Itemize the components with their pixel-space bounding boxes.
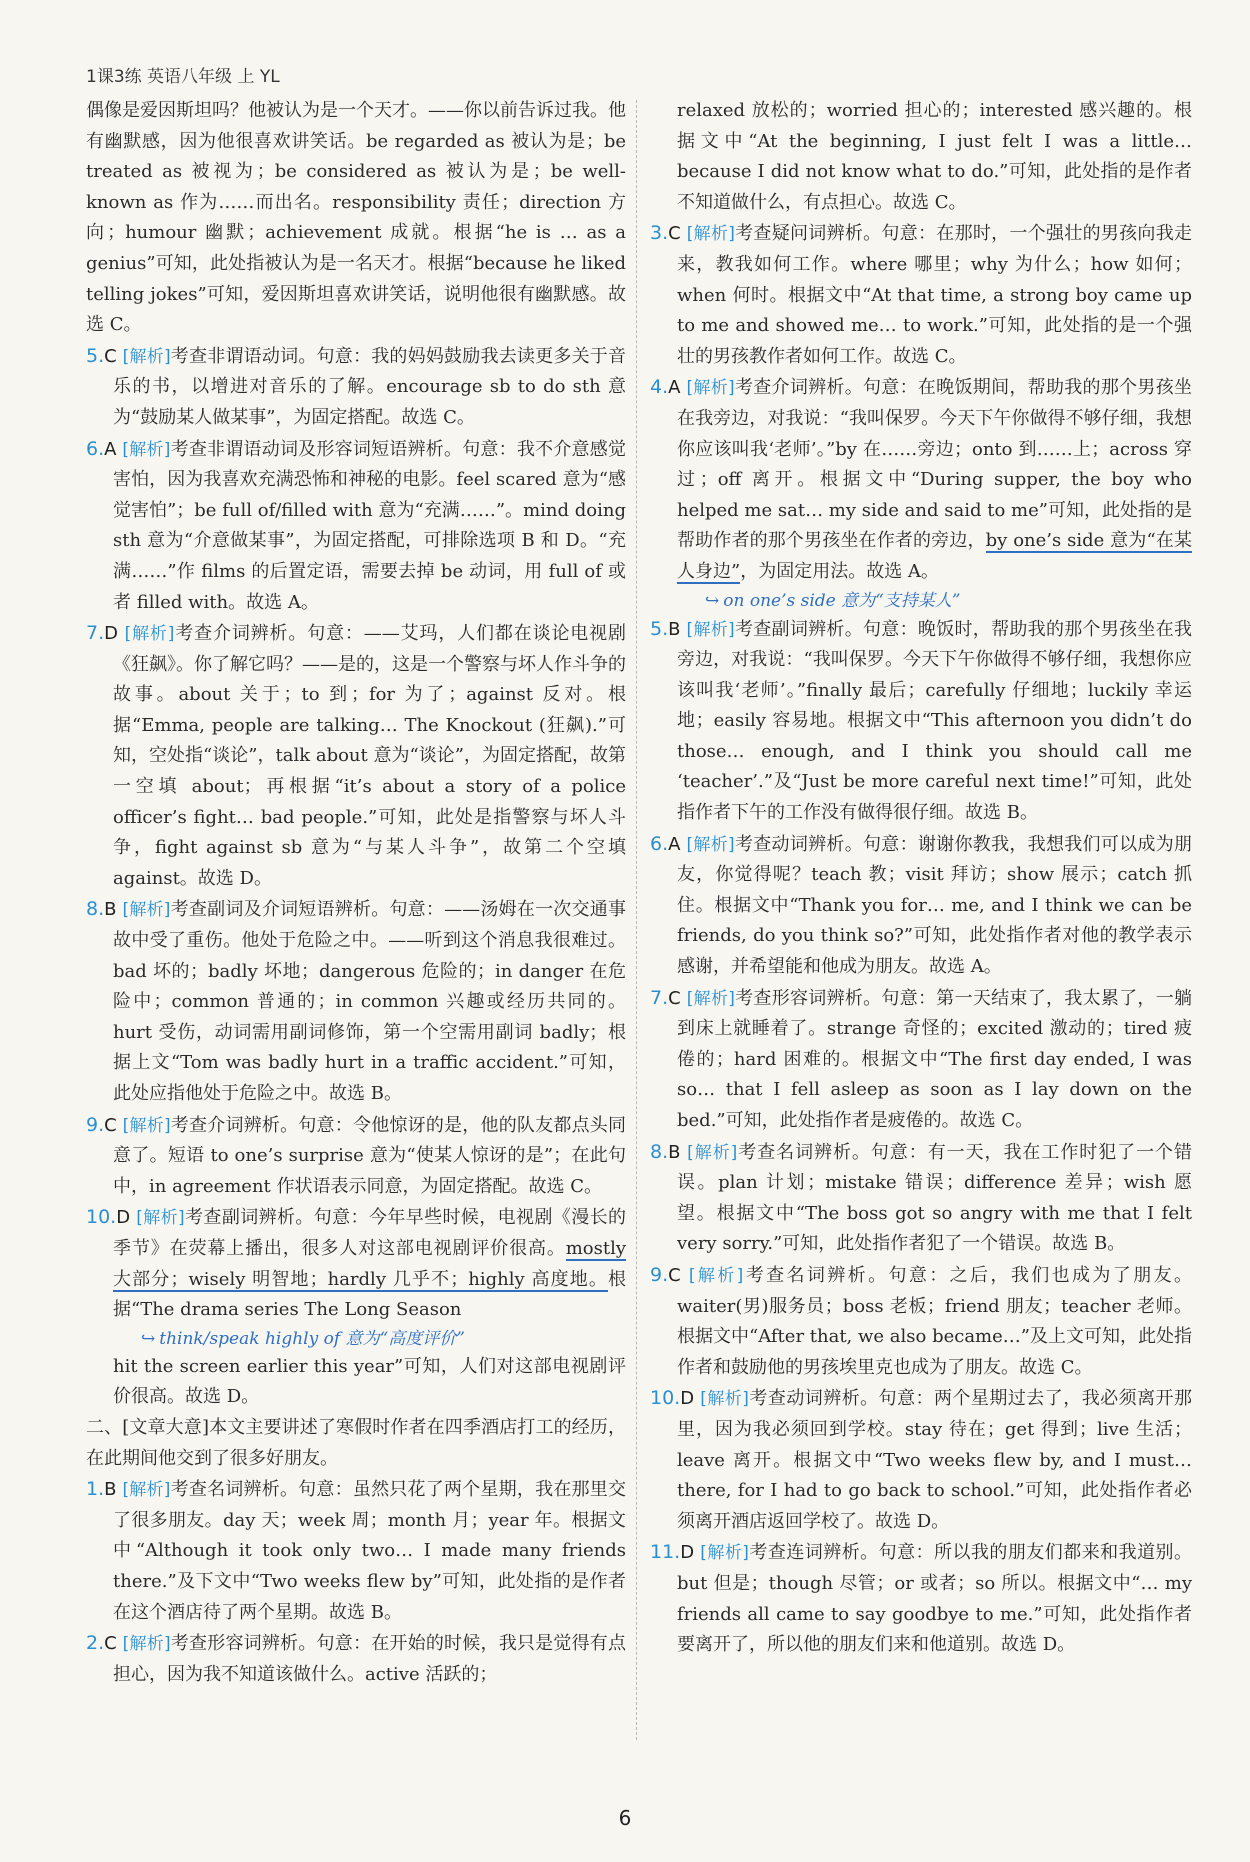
analysis-tag: [解析] bbox=[122, 346, 171, 367]
answer-text: 考查名词辨析。句意：之后，我们也成为了朋友。waiter(男)服务员；boss 老板；friend 朋友；teacher 老师。根据文中“After that, we also became…”及上文可知，此处指作者和鼓励他的男孩埃里克也成为了朋友。故选 C。 bbox=[677, 1264, 1192, 1378]
analysis-tag: [解析] bbox=[686, 224, 735, 245]
answer-item bbox=[86, 1628, 626, 1690]
answer-text: 考查非谓语动词及形容词短语辨析。句意：我不介意感觉害怕，因为我喜欢充满恐怖和神秘的电影。feel scared 意为“感觉害怕”；be full of/filled with 意为“充满……”。mind doing sth 意为“介意做某事”，为固定搭配，可排除选项 B 和 D。“充满……”作 films 的后置定语，需要去掉 be 动词，用 full of 或者 filled with。故选 A。 bbox=[113, 438, 627, 613]
handwritten-note bbox=[705, 588, 1192, 614]
question-number: 6. bbox=[86, 437, 105, 460]
section-summary bbox=[86, 1413, 626, 1474]
answer-text: relaxed 放松的；worried 担心的；interested 感兴趣的。根据文中“At the beginning, I just felt I was a little… because I did not know what to do.”可知，此处指的是作者不知道做什么，有点担心。故选 C。 bbox=[677, 100, 1192, 213]
page-number: 6 bbox=[618, 1806, 632, 1830]
answer-text: 考查名词辨析。句意：虽然只花了两个星期，我在那里交了很多朋友。day 天；week 周；month 月；year 年。根据文中“Although it took only two… I made many friends there.”及下文中“Two weeks flew by”可知，此处指的是作者在这个酒店待了两个星期。故选 B。 bbox=[113, 1479, 626, 1623]
answer-item bbox=[650, 983, 1192, 1137]
answer-letter: A bbox=[668, 377, 681, 399]
answer-text: 考查形容词辨析。句意：在开始的时候，我只是觉得有点担心，因为我不知道该做什么。active 活跃的； bbox=[113, 1633, 627, 1685]
answer-text: 考查动词辨析。句意：谢谢你教我，我想我们可以成为朋友，你觉得呢？teach 教；visit 拜访；show 展示；catch 抓住。根据文中“Thank you for… me, and I think we can be friends, do you think so?”可知，此处指作者对他的教学表示感谢，并希望能和他成为朋友。故选 A。 bbox=[677, 833, 1193, 978]
answer-letter: C bbox=[668, 987, 681, 1009]
answer-item bbox=[86, 1110, 626, 1203]
answer-item bbox=[650, 372, 1192, 587]
question-number: 10. bbox=[650, 1387, 681, 1410]
question-number: 7. bbox=[650, 986, 669, 1009]
answer-text: 考查形容词辨析。句意：第一天结束了，我太累了，一躺到床上就睡着了。strange 奇怪的；excited 激动的；tired 疲倦的；hard 困难的。根据文中“The first day ended, I was so… that I fell asleep as soon as I lay down on the bed.”可知，此处指作者是疲倦的。故选 C。 bbox=[677, 987, 1192, 1131]
analysis-tag: [解析] bbox=[687, 1142, 738, 1163]
answer-text: hit the screen earlier this year”可知，人们对这部电视剧评价很高。故选 D。 bbox=[113, 1355, 626, 1408]
answer-item bbox=[650, 1537, 1192, 1660]
answer-item bbox=[650, 1260, 1192, 1383]
answer-text: 考查连词辨析。句意：所以我的朋友们都来和我道别。but 但是；though 尽管；or 或者；so 所以。根据文中“… my friends all came to say goodbye to me.”可知，此处指作者要离开了，所以他的朋友们来和他道别。故选 D。 bbox=[677, 1542, 1192, 1656]
arrow-icon: ↪ bbox=[141, 1328, 156, 1349]
answer-letter: D bbox=[104, 623, 119, 645]
question-number: 5. bbox=[650, 617, 669, 640]
question-number: 4. bbox=[650, 376, 669, 399]
answer-item bbox=[86, 434, 626, 619]
analysis-tag: [解析] bbox=[700, 1389, 749, 1410]
answer-item bbox=[650, 218, 1192, 372]
handwritten-note-text: on one’s side 意为“支持某人” bbox=[723, 590, 961, 611]
answer-letter: B bbox=[104, 1479, 117, 1501]
question-number: 8. bbox=[650, 1140, 669, 1163]
answer-text: 根据“The drama series The Long Season bbox=[113, 1268, 626, 1321]
analysis-tag: [解析] bbox=[700, 1543, 749, 1564]
analysis-tag: [解析] bbox=[122, 439, 171, 460]
analysis-tag: [解析] bbox=[686, 834, 735, 855]
page-header: 1课3练 英语八年级 上 YL bbox=[86, 67, 280, 87]
answer-letter: B bbox=[104, 899, 117, 921]
handwritten-underline: by one’s side 意为“在某人身边” bbox=[677, 530, 1192, 582]
answer-text: 考查副词及介词短语辨析。句意：——汤姆在一次交通事故中受了重伤。他处于危险之中。——听到这个消息我很难过。bad 坏的；badly 坏地；dangerous 危险的；in danger 在危险中；common 普通的；in common 兴趣或经历共同的。hurt 受伤，动词需用副词修饰，第一个空需用副词 badly；根据上文“Tom was badly hurt in a traffic accident.”可知，此处应指他处于危险之中。故选 B。 bbox=[113, 899, 627, 1104]
answer-letter: C bbox=[104, 1633, 117, 1655]
answer-letter: D bbox=[680, 1388, 695, 1410]
analysis-tag: [解析] bbox=[688, 1265, 744, 1286]
answer-letter: C bbox=[104, 1114, 117, 1136]
question-number: 3. bbox=[650, 222, 669, 245]
analysis-tag: [解析] bbox=[122, 1480, 171, 1501]
answer-item-continued bbox=[650, 96, 1192, 218]
answer-text: 考查动词辨析。句意：两个星期过去了，我必须离开那里，因为我必须回到学校。stay 待在；get 得到；live 生活；leave 离开。根据文中“Two weeks flew by, and I must… there, for I had to go back to school.”可知，此处指作者必须离开酒店返回学校了。故选 D。 bbox=[677, 1388, 1192, 1532]
answer-letter: A bbox=[668, 833, 681, 855]
answer-item bbox=[86, 618, 626, 894]
answer-text: 考查介词辨析。句意：——艾玛，人们都在谈论电视剧《狂飙》。你了解它吗？——是的，这是一个警察与坏人作斗争的故事。about 关于；to 到；for 为了；against 反对。根据“Emma, people are talking… The Knockout (狂飙).”可知，空处指“谈论”，talk about 意为“谈论”，为固定搭配，故第一空填 about；再根据“it’s about a story of a police officer’s fight… bad people.”可知，此处是指警察与坏人斗争，fight against sb 意为“与某人斗争”，故第二个空填 against。故选 D。 bbox=[113, 623, 626, 889]
analysis-tag: [解析] bbox=[122, 1115, 171, 1136]
answer-item bbox=[86, 96, 626, 341]
answer-text: 考查介词辨析。句意：在晚饭期间，帮助我的那个男孩坐在我旁边，对我说：“我叫保罗。今天下午你做得不够仔细，我想你应该叫我‘老师’。”by 在……旁边；onto 到……上；across 穿过；off 离开。根据文中“During supper, the boy who helped me sat… my side and said to me”可知，此处指的是帮助作者的那个男孩坐在作者的旁边， bbox=[677, 377, 1193, 552]
arrow-icon: ↪ bbox=[705, 590, 720, 611]
question-number: 5. bbox=[86, 344, 105, 367]
question-number: 6. bbox=[650, 832, 669, 855]
answer-text: ，为固定用法。故选 A。 bbox=[740, 560, 939, 582]
answer-text: 考查非谓语动词。句意：我的妈妈鼓励我去读更多关于音乐的书，以增进对音乐的了解。encourage sb to do sth 意为“鼓励某人做某事”，为固定搭配。故选 C。 bbox=[113, 345, 627, 428]
answer-text: 考查疑问词辨析。句意：在那时，一个强壮的男孩向我走来，教我如何工作。where 哪里；why 为什么；how 如何；when 何时。根据文中“At that time, a strong boy came up to me and showed me… to work.”可知，此处指的是一个强壮的男孩教作者如何工作。故选 C。 bbox=[677, 223, 1192, 367]
answer-text: 偶像是爱因斯坦吗？他被认为是一个天才。——你以前告诉过我。他有幽默感，因为他很喜欢讲笑话。be regarded as 被认为是；be treated as 被视为；be considered as 被认为是；be well-known as 作为……而出名。responsibility 责任；direction 方向；humour 幽默；achievement 成就。根据“he is … as a genius”可知，此处指被认为是一名天才。根据“because he liked telling jokes”可知，爱因斯坦喜欢讲笑话，说明他很有幽默感。故选 C。 bbox=[86, 100, 626, 336]
answer-text: 考查名词辨析。句意：有一天，我在工作时犯了一个错误。plan 计划；mistake 错误；difference 差异；wish 愿望。根据文中“The boss got so angry with me that I felt very sorry.”可知，此处指作者犯了一个错误。故选 B。 bbox=[677, 1141, 1192, 1255]
question-number: 10. bbox=[86, 1206, 117, 1229]
question-number: 1. bbox=[86, 1478, 105, 1501]
answer-letter: C bbox=[104, 345, 117, 367]
analysis-tag: [解析] bbox=[686, 988, 735, 1009]
handwritten-note-text: think/speak highly of 意为“高度评价” bbox=[159, 1328, 465, 1349]
analysis-tag: [解析] bbox=[686, 378, 735, 399]
column-divider bbox=[636, 100, 637, 1740]
question-number: 7. bbox=[86, 622, 105, 645]
analysis-tag: [解析] bbox=[124, 624, 175, 645]
question-number: 2. bbox=[86, 1632, 105, 1655]
analysis-tag: [解析] bbox=[122, 900, 171, 921]
question-number: 9. bbox=[86, 1113, 105, 1136]
question-number: 8. bbox=[86, 898, 105, 921]
answer-letter: D bbox=[116, 1207, 131, 1229]
answer-letter: D bbox=[680, 1542, 695, 1564]
answer-letter: A bbox=[104, 438, 117, 460]
answer-letter: C bbox=[668, 1264, 681, 1286]
answer-item bbox=[650, 829, 1192, 983]
right-column bbox=[650, 96, 1192, 1661]
answer-item bbox=[86, 894, 626, 1109]
answer-item bbox=[650, 1137, 1192, 1260]
answer-text: 考查副词辨析。句意：今年早些时候，电视剧《漫长的季节》在荧幕上播出，很多人对这部电视剧评价很高。 bbox=[113, 1207, 627, 1259]
left-column bbox=[86, 96, 626, 1690]
analysis-tag: [解析] bbox=[136, 1208, 185, 1229]
answer-letter: C bbox=[668, 223, 681, 245]
answer-item-continued bbox=[86, 1352, 626, 1413]
handwritten-underline: mostly 大部分；wisely 明智地；hardly 几乎不；highly 高度地。 bbox=[113, 1237, 626, 1290]
answer-item bbox=[86, 1202, 626, 1325]
answer-letter: B bbox=[668, 618, 681, 640]
answer-item bbox=[650, 614, 1192, 829]
analysis-tag: [解析] bbox=[686, 619, 735, 640]
answer-text: 考查副词辨析。句意：晚饭时，帮助我的那个男孩坐在我旁边，对我说：“我叫保罗。今天下午你做得不够仔细，我想你应该叫我‘老师’。”finally 最后；carefully 仔细地；luckily 幸运地；easily 容易地。根据文中“This afternoon you didn’t do those… enough, and I think you should call me ‘teacher’.”及“Just be more careful next time!”可知，此处指作者下午的工作没有做得很仔细。故选 B。 bbox=[677, 618, 1192, 824]
answer-letter: B bbox=[668, 1141, 681, 1163]
analysis-tag: [解析] bbox=[122, 1634, 171, 1655]
answer-text: 考查介词辨析。句意：令他惊讶的是，他的队友都点头同意了。短语 to one’s surprise 意为“使某人惊讶的是”；在此句中，in agreement 作状语表示同意，为固定搭配。故选 C。 bbox=[113, 1114, 627, 1197]
answer-item bbox=[650, 1383, 1192, 1537]
section-summary-text: 二、[文章大意]本文主要讲述了寒假时作者在四季酒店打工的经历，在此期间他交到了很多好朋友。 bbox=[86, 1416, 626, 1469]
question-number: 11. bbox=[650, 1541, 681, 1564]
answer-item bbox=[86, 1474, 626, 1628]
handwritten-note bbox=[141, 1326, 626, 1352]
answer-item bbox=[86, 341, 626, 434]
question-number: 9. bbox=[650, 1263, 669, 1286]
